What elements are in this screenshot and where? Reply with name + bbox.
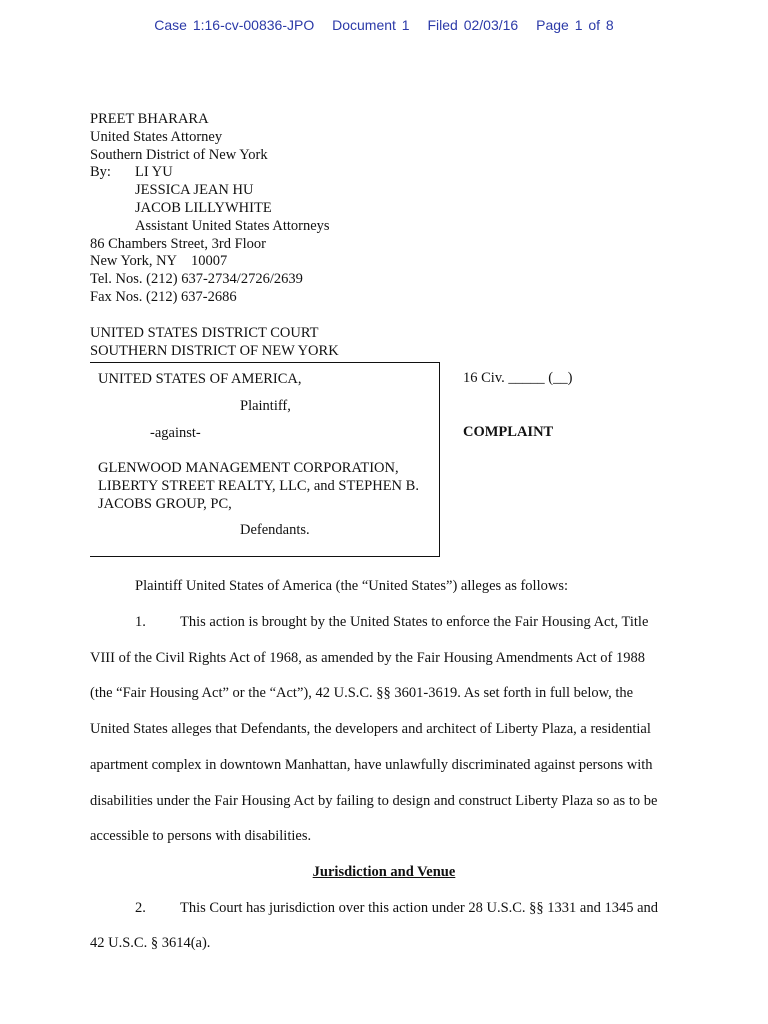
defendant-line-3: JACOBS GROUP, PC,: [98, 495, 232, 512]
fax-numbers: Fax Nos. (212) 637-2686: [90, 288, 237, 305]
address-line-1: 86 Chambers Street, 3rd Floor: [90, 235, 266, 252]
paragraph-1-line: accessible to persons with disabilities.: [90, 828, 312, 844]
court-name: [90, 325, 339, 361]
defendants-names: [98, 460, 419, 513]
assistant-attorneys-title: Assistant United States Attorneys: [135, 217, 330, 234]
paragraph-1-line: apartment complex in downtown Manhattan, have unlawfully discriminated against persons with: [90, 757, 653, 773]
assistant-attorney-1: LI YU: [135, 164, 173, 181]
filed-date: Filed 02/03/16: [427, 17, 519, 33]
document-title: COMPLAINT: [463, 424, 554, 440]
defendants-role: Defendants.: [240, 522, 310, 538]
intro-paragraph: Plaintiff United States of America (the “United States”) alleges as follows:: [135, 578, 569, 594]
page-indicator: Page 1 of 8: [536, 17, 614, 33]
defendant-line-1: GLENWOOD MANAGEMENT CORPORATION,: [98, 460, 399, 476]
plaintiff-role: Plaintiff,: [240, 398, 291, 414]
plaintiff-name: UNITED STATES OF AMERICA,: [98, 371, 302, 387]
case-number: Case 1:16-cv-00836-JPO: [154, 17, 315, 33]
ecf-header: [0, 17, 768, 33]
attorney-title: United States Attorney: [90, 128, 223, 145]
by-label: By:: [90, 164, 111, 181]
section-heading-jurisdiction: Jurisdiction and Venue: [312, 864, 456, 880]
court-line-2: SOUTHERN DISTRICT OF NEW YORK: [90, 342, 339, 359]
court-line-1: UNITED STATES DISTRICT COURT: [90, 325, 319, 341]
assistant-attorney-3: JACOB LILLYWHITE: [135, 199, 272, 216]
paragraph-1-line: (the “Fair Housing Act” or the “Act”), 42 U.S.C. §§ 3601-3619. As set forth in full below, the: [90, 685, 634, 701]
paragraph-2-line: This Court has jurisdiction over this action under 28 U.S.C. §§ 1331 and 1345 and: [180, 900, 659, 916]
paragraph-1-line: United States alleges that Defendants, the developers and architect of Liberty Plaza, a residential: [90, 721, 651, 737]
paragraph-1-line: This action is brought by the United States to enforce the Fair Housing Act, Title: [180, 614, 649, 630]
paragraph-2-number: 2.: [135, 900, 146, 916]
attorney-district: Southern District of New York: [90, 146, 268, 163]
by-line: [90, 164, 330, 182]
paragraph-1-line: disabilities under the Fair Housing Act by failing to design and construct Liberty Plaza so as to be: [90, 793, 658, 809]
assistant-attorney-2: JESSICA JEAN HU: [135, 182, 254, 199]
attorney-block: [90, 111, 330, 307]
paragraph-1-number: 1.: [135, 614, 146, 630]
against-label: -against-: [150, 425, 201, 441]
document-number: Document 1: [332, 17, 410, 33]
address-line-2: New York, NY 10007: [90, 253, 228, 270]
defendant-line-2: LIBERTY STREET REALTY, LLC, and STEPHEN B.: [98, 477, 419, 494]
paragraph-1-line: VIII of the Civil Rights Act of 1968, as amended by the Fair Housing Amendments Act of 1988: [90, 650, 645, 666]
civil-case-number: 16 Civ. _____ (__): [463, 370, 573, 386]
paragraph-2-line: 42 U.S.C. § 3614(a).: [90, 935, 211, 951]
case-caption-box: [90, 362, 440, 557]
attorney-name: PREET BHARARA: [90, 111, 209, 127]
telephone-numbers: Tel. Nos. (212) 637-2734/2726/2639: [90, 271, 303, 288]
